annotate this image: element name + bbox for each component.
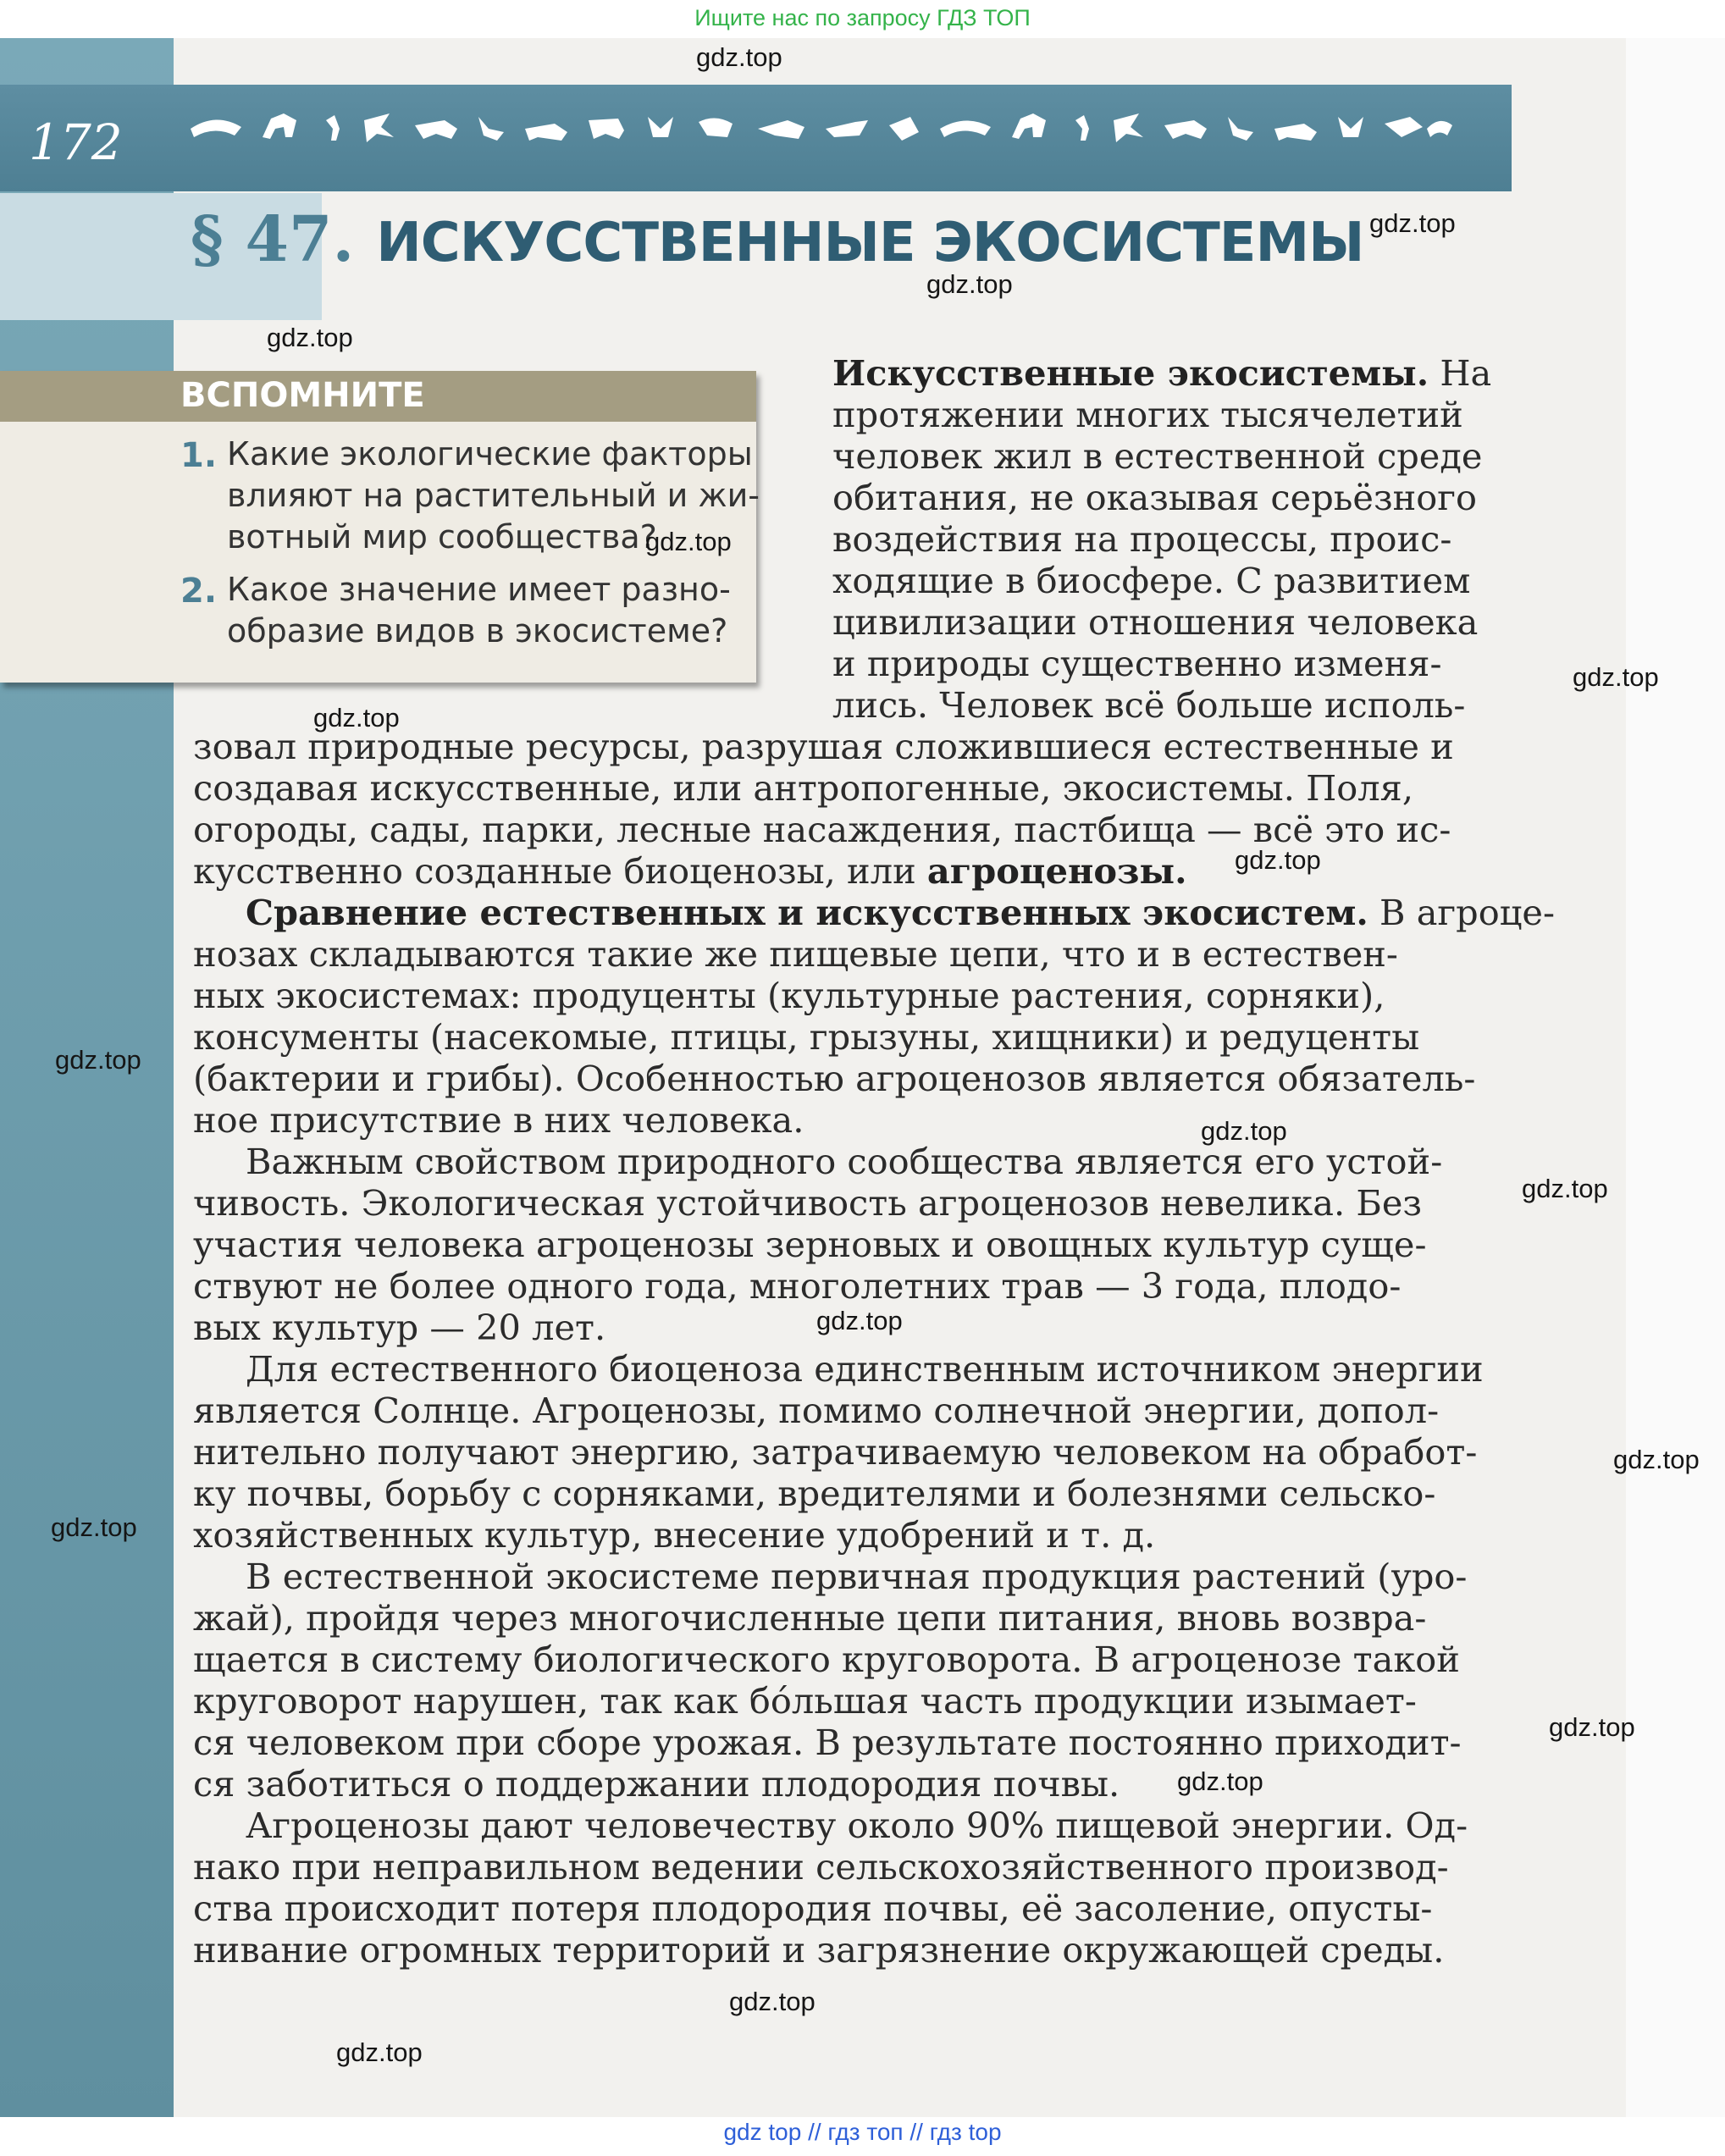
text-line: щается в систему биологического круговорота. В агроценозе такой	[193, 1639, 1460, 1680]
text-line: создавая искусственные, или антропогенные, экосистемы. Поля,	[193, 767, 1414, 809]
footer-links[interactable]: gdz top // гдз топ // гдз top	[723, 2119, 1002, 2145]
text-line: ся заботиться о поддержании плодородия почвы.	[193, 1763, 1120, 1805]
animal-silhouettes-icon	[182, 95, 1457, 154]
text-line: и природы существенно изменя-	[832, 643, 1442, 684]
text-line: В естественной экосистеме первичная продукция растений (уро-	[246, 1556, 1468, 1597]
text-line: ных экосистемах: продуценты (культурные растения, сорняки),	[193, 975, 1385, 1016]
question-line: вотный мир сообщества?	[227, 518, 657, 556]
section-title-text: ИСКУССТВЕННЫЕ ЭКОСИСТЕМЫ	[376, 212, 1364, 274]
text-line: хозяйственных культур, внесение удобрений и т. д.	[193, 1514, 1156, 1556]
watermark: gdz.top	[51, 1512, 137, 1542]
text-line: чивость. Экологическая устойчивость агроценозов невелика. Без	[193, 1182, 1423, 1224]
recall-title: ВСПОМНИТЕ	[180, 376, 425, 415]
text-line: цивилизации отношения человека	[832, 601, 1479, 643]
text-line: участия человека агроценозы зерновых и овощных культур суще-	[193, 1224, 1427, 1265]
text-line: ходящие в биосфере. С развитием	[832, 560, 1471, 601]
watermark: gdz.top	[1613, 1445, 1700, 1474]
text-line: консументы (насекомые, птицы, грызуны, хищники) и редуценты	[193, 1016, 1420, 1058]
text-line: нозах складываются такие же пищевые цепи, что и в естествен-	[193, 933, 1398, 975]
text-line: ства происходит потеря плодородия почвы, её засоление, опусты-	[193, 1888, 1433, 1929]
text-line: лись. Человек всё больше исполь-	[832, 684, 1466, 726]
text-line: ное присутствие в них человека.	[193, 1099, 804, 1141]
text-line: кусственно созданные биоценозы, или агроценозы.	[193, 850, 1187, 892]
text-line: ся человеком при сборе урожая. В результате постоянно приходит-	[193, 1722, 1462, 1763]
watermark: gdz.top	[1573, 662, 1659, 692]
text-line: Искусственные экосистемы. На	[832, 352, 1492, 394]
watermark: gdz.top	[1369, 208, 1456, 238]
text-line: круговорот нарушен, так как бо́льшая часть продукции изымает-	[193, 1680, 1417, 1722]
watermark: gdz.top	[1201, 1116, 1287, 1146]
text-line: Для естественного биоценоза единственным источником энергии	[246, 1348, 1484, 1390]
text-line: обитания, не оказывая серьёзного	[832, 477, 1477, 518]
watermark: gdz.top	[1235, 845, 1321, 875]
watermark: gdz.top	[313, 703, 400, 732]
text-line: Сравнение естественных и искусственных экосистем. В агроце-	[246, 892, 1555, 933]
text-line: нивание огромных территорий и загрязнение окружающей среды.	[193, 1929, 1445, 1971]
text-line: жай), пройдя через многочисленные цепи питания, вновь возвра-	[193, 1597, 1427, 1639]
section-number: § 47.	[191, 203, 355, 276]
text-line: Важным свойством природного сообщества является его устой-	[246, 1141, 1443, 1182]
question-number: 2.	[180, 572, 218, 611]
watermark: gdz.top	[696, 42, 782, 72]
question-number: 1.	[180, 436, 218, 475]
watermark: gdz.top	[816, 1306, 903, 1335]
section-title	[191, 203, 1363, 276]
inline-heading: Искусственные экосистемы.	[832, 352, 1429, 394]
inline-heading: Сравнение естественных и искусственных экосистем.	[246, 892, 1368, 933]
top-banner: Ищите нас по запросу ГДЗ ТОП	[694, 5, 1031, 30]
text-line: является Солнце. Агроценозы, помимо солнечной энергии, допол-	[193, 1390, 1440, 1431]
text-line: нако при неправильном ведении сельскохозяйственного производ-	[193, 1846, 1449, 1888]
watermark: gdz.top	[55, 1045, 141, 1075]
watermark: gdz.top	[267, 323, 353, 352]
text-line: вых культур — 20 лет.	[193, 1307, 606, 1348]
question-line: образие видов в экосистеме?	[227, 612, 728, 650]
text-line: зовал природные ресурсы, разрушая сложившиеся естественные и	[193, 726, 1454, 767]
left-margin-strip	[0, 38, 178, 2117]
text-line: ку почвы, борьбу с сорняками, вредителями и болезнями сельско-	[193, 1473, 1436, 1514]
text-line: протяжении многих тысячелетий	[832, 394, 1463, 435]
question-line: влияют на растительный и жи-	[227, 477, 760, 514]
text-line: Агроценозы дают человечеству около 90% пищевой энергии. Од-	[246, 1805, 1468, 1846]
watermark: gdz.top	[1549, 1712, 1635, 1742]
watermark: gdz.top	[336, 2037, 423, 2067]
page-number: 172	[29, 113, 123, 171]
page-edge	[1626, 38, 1725, 2117]
text-line: (бактерии и грибы). Особенностью агроценозов является обязатель-	[193, 1058, 1476, 1099]
text-line: человек жил в естественной среде	[832, 435, 1483, 477]
question-line: Какие экологические факторы	[227, 435, 753, 473]
text-line: ствуют не более одного года, многолетних трав — 3 года, плодо-	[193, 1265, 1402, 1307]
text-line: нительно получают энергию, затрачиваемую человеком на обработ-	[193, 1431, 1478, 1473]
watermark: gdz.top	[1522, 1174, 1608, 1203]
recall-box	[0, 371, 760, 683]
watermark: gdz.top	[1177, 1766, 1263, 1796]
watermark: gdz.top	[729, 1987, 816, 2016]
term-agrocenoses: агроценозы.	[926, 850, 1187, 892]
question-line: Какое значение имеет разно-	[227, 571, 731, 608]
watermark: gdz.top	[645, 527, 732, 556]
watermark: gdz.top	[926, 269, 1013, 299]
text-line: огороды, сады, парки, лесные насаждения, пастбища — всё это ис-	[193, 809, 1451, 850]
text-line: воздействия на процессы, проис-	[832, 518, 1452, 560]
